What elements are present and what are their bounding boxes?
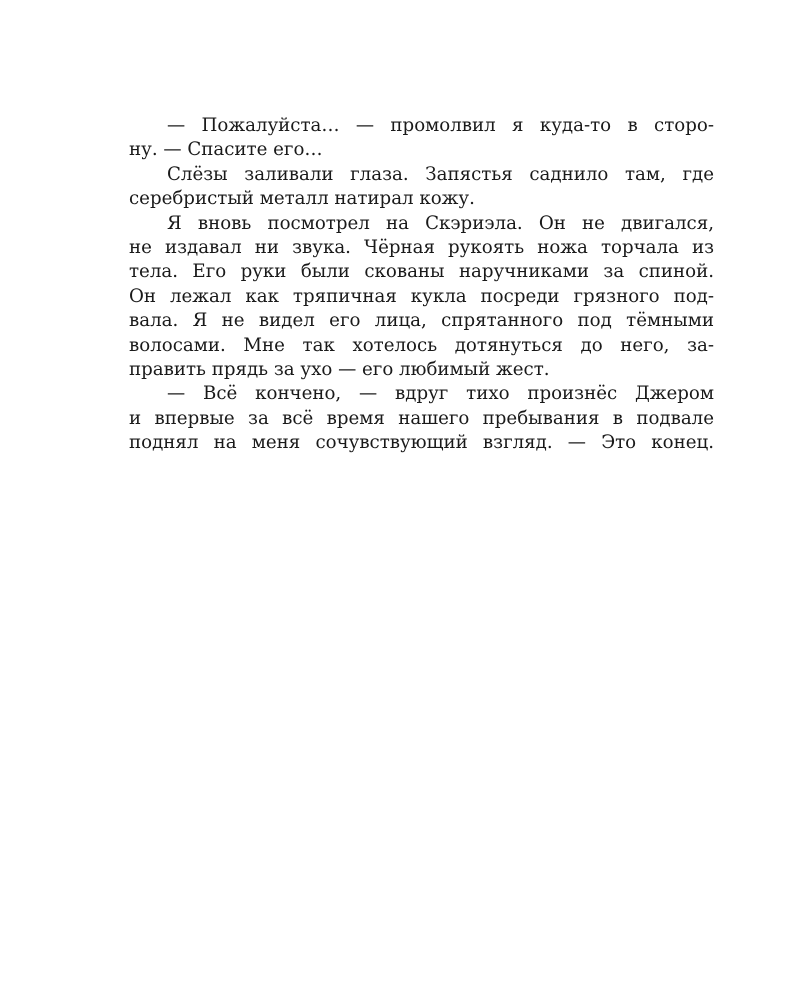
text-line: — Всё кончено, — вдруг тихо произнёс Джером — [167, 383, 714, 405]
text-line: ну. — Спасите его… — [129, 139, 323, 161]
body-text — [129, 114, 714, 455]
text-line: Он лежал как тряпичная кукла посреди грязного под- — [129, 285, 714, 307]
text-line: волосами. Мне так хотелось дотянуться до него, за- — [129, 334, 714, 356]
text-line: Я вновь посмотрел на Скэриэла. Он не двигался, — [167, 212, 714, 234]
text-line: править прядь за ухо — его любимый жест. — [129, 358, 550, 380]
text-line: не издавал ни звука. Чёрная рукоять ножа торчала из — [129, 236, 714, 258]
text-line: тела. Его руки были скованы наручниками за спиной. — [129, 261, 714, 283]
text-line: — Пожалуйста… — промолвил я куда-то в сторо- — [167, 115, 714, 136]
text-line: и впервые за всё время нашего пребывания в подвале — [129, 407, 714, 429]
text-line: серебристый металл натирал кожу. — [129, 188, 475, 210]
text-line: поднял на меня сочувствующий взгляд. — Это конец. — [129, 432, 714, 454]
text-line: Слёзы заливали глаза. Запястья саднило там, где — [167, 163, 714, 185]
text-line: вала. Я не видел его лица, спрятанного под тёмными — [129, 310, 714, 332]
